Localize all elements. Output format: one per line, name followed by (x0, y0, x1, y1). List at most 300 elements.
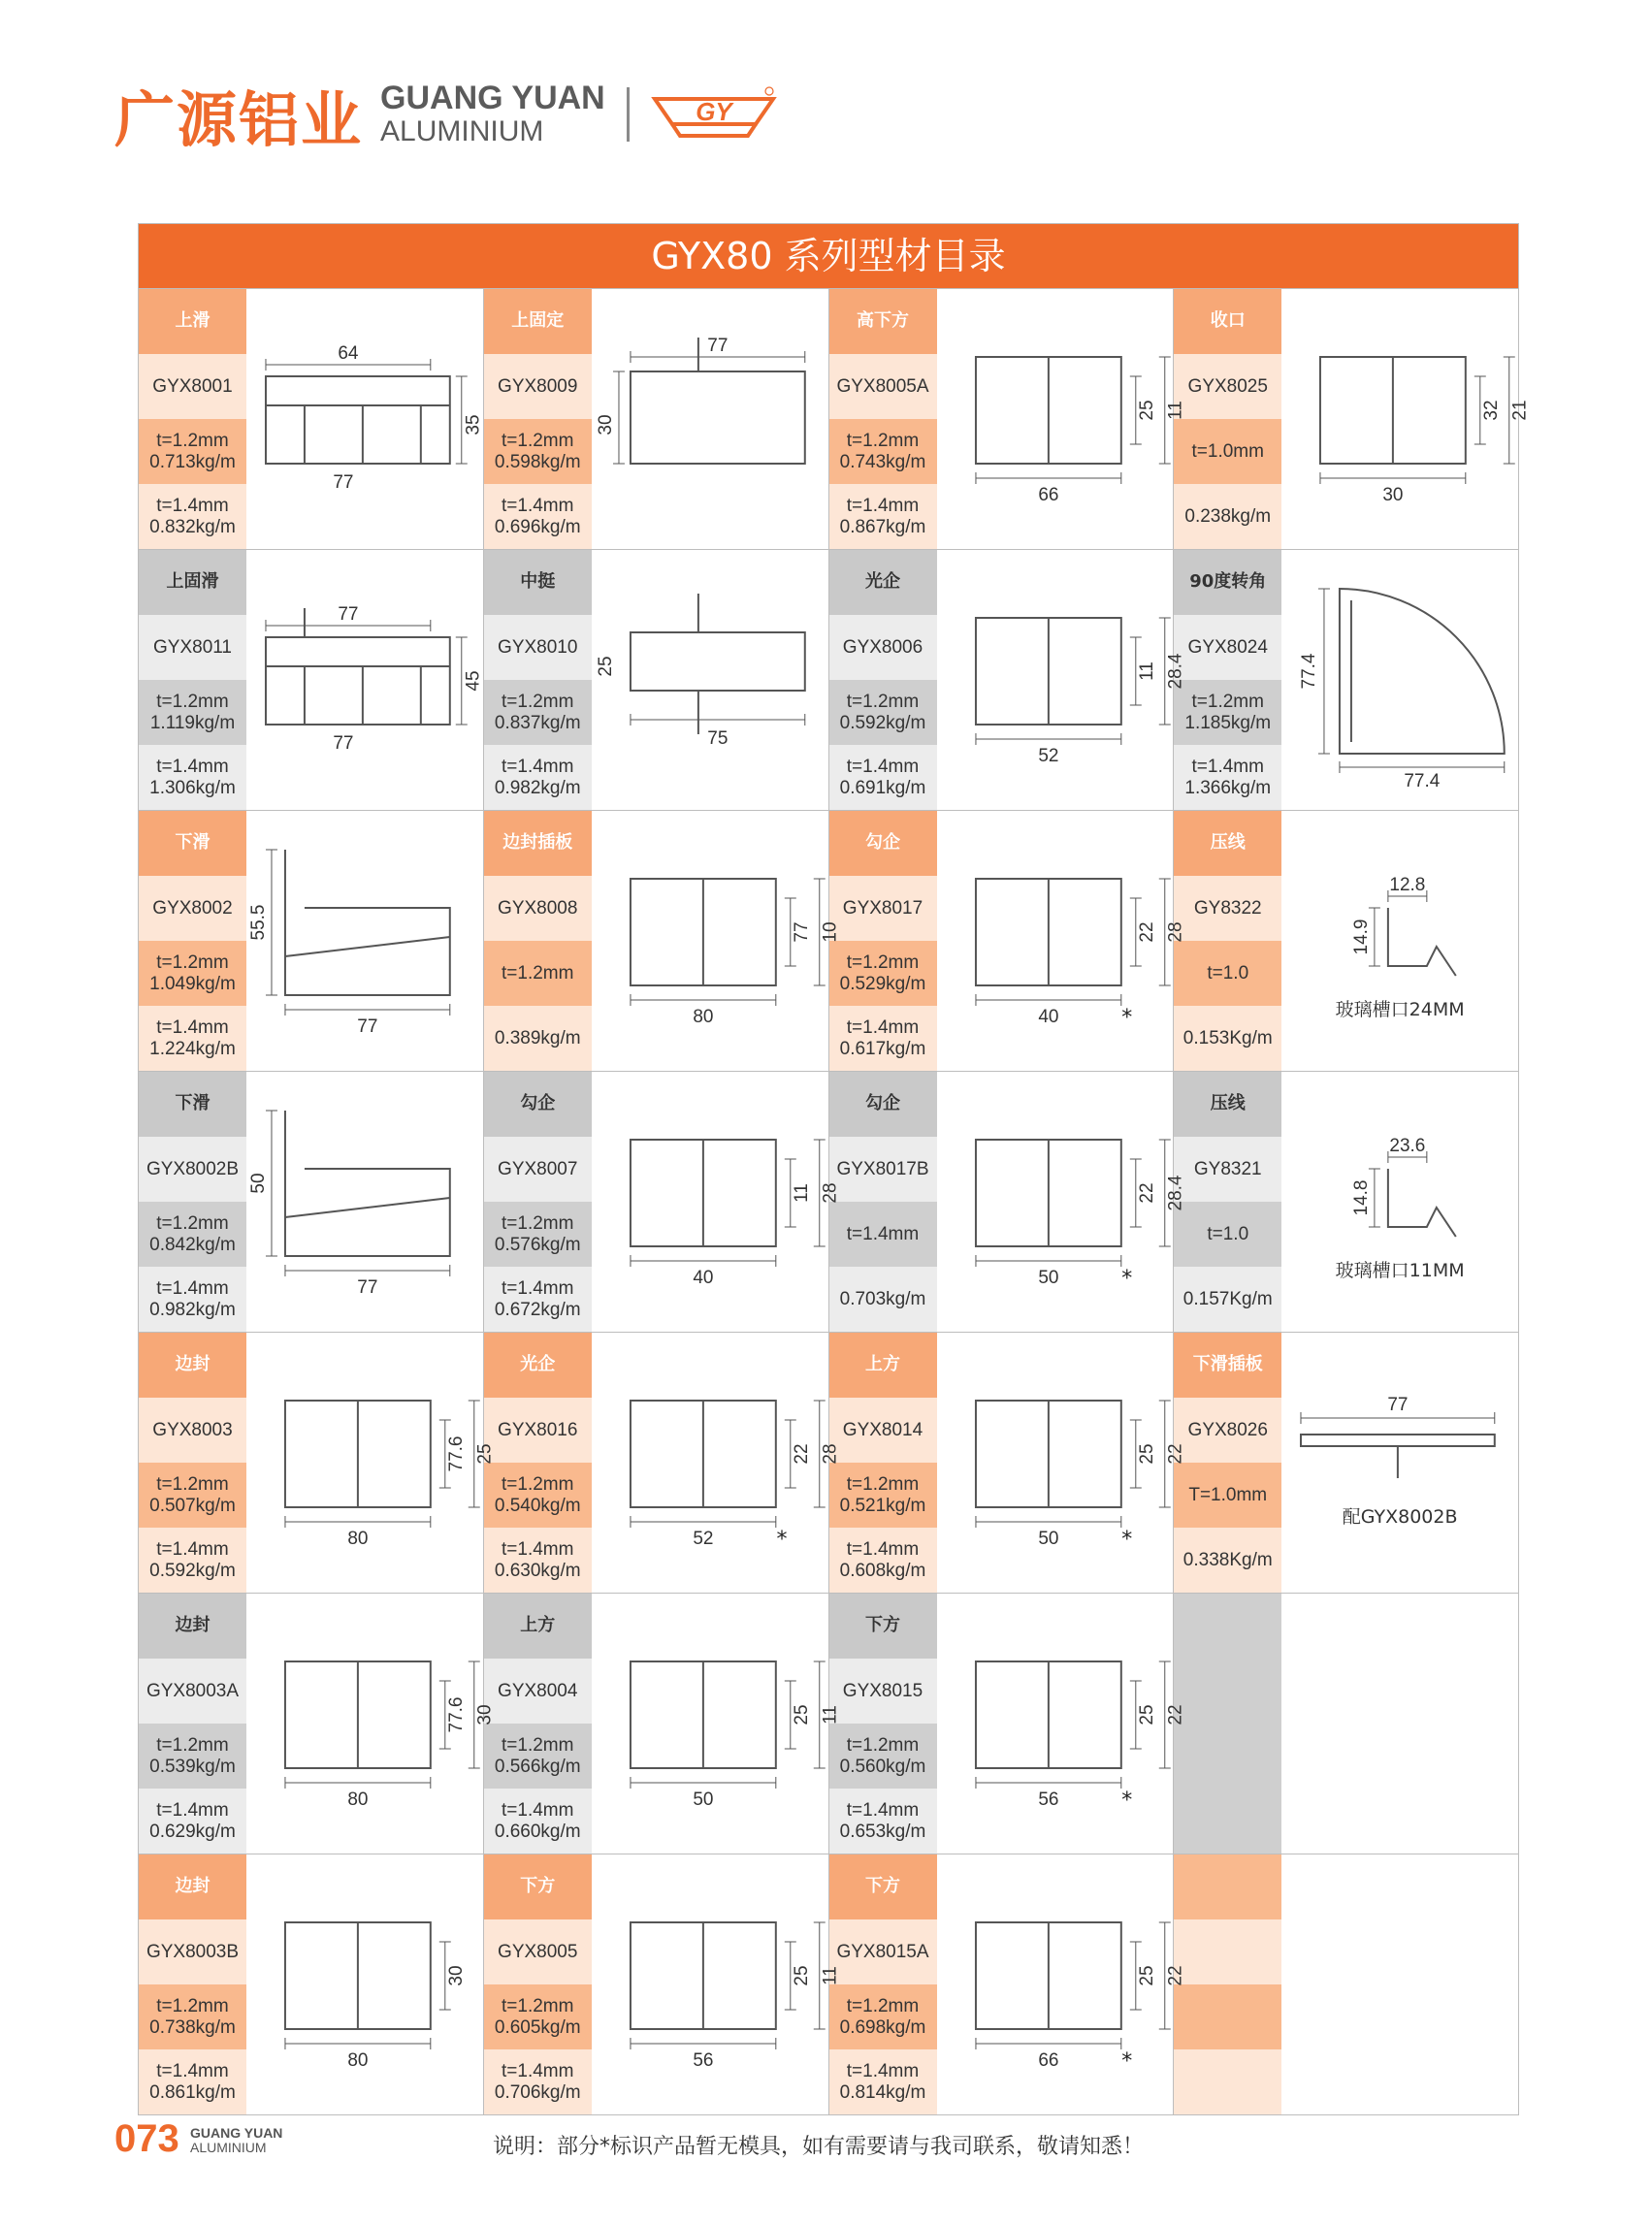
brand-name-cn: 广源铝业 (114, 83, 364, 155)
label-column (484, 1594, 592, 1854)
dimension-label: 50 (247, 1173, 269, 1194)
dimension-label: 22 (1165, 1704, 1186, 1725)
profile-code: GYX8003A (139, 1659, 246, 1724)
profile-cell (1173, 1072, 1518, 1332)
drawing-area (1281, 811, 1518, 1071)
profile-cell (139, 289, 483, 549)
label-column (1174, 550, 1281, 810)
profile-name: 下方 (829, 1854, 937, 1919)
dimension-label: 30 (595, 414, 616, 435)
dimension-label: 50 (1037, 1267, 1058, 1289)
profile-drawing (937, 289, 1186, 549)
profile-spec-2: t=1.4mm 0.861kg/m (139, 2049, 246, 2114)
drawing-area (246, 1854, 483, 2114)
profile-spec-1: t=1.2mm 1.119kg/m (139, 680, 246, 745)
profile-code: GYX8011 (139, 615, 246, 680)
dimension-label: 25 (791, 1965, 812, 1986)
dimension-label: 11 (791, 1183, 812, 1203)
dimension-label: 45 (463, 670, 484, 692)
catalog-row (139, 1593, 1518, 1854)
drawing-area (937, 1072, 1186, 1332)
drawing-area (246, 550, 483, 810)
dimension-label: 77 (357, 1016, 378, 1038)
label-column (484, 289, 592, 549)
profile-code: GYX8016 (484, 1398, 592, 1463)
profile-note: 配GYX8002B (1342, 1506, 1458, 1528)
label-column (484, 1333, 592, 1593)
label-column (139, 289, 246, 549)
profile-spec-1: t=1.2mm 0.738kg/m (139, 1984, 246, 2049)
profile-spec-1: t=1.0 (1174, 941, 1281, 1006)
profile-code: GYX8010 (484, 615, 592, 680)
profile-cell (483, 289, 828, 549)
dimension-label: 50 (693, 1789, 714, 1811)
dimension-label: 25 (1136, 400, 1157, 421)
dimension-label: 25 (1136, 1704, 1157, 1725)
dimension-label: 77 (707, 335, 729, 357)
dimension-label: 22 (1136, 1182, 1157, 1204)
profile-cell (1173, 1594, 1518, 1854)
profile-drawing (937, 1594, 1186, 1854)
profile-code: GYX8007 (484, 1137, 592, 1202)
profile-cell (139, 1072, 483, 1332)
dimension-label: 11 (1165, 401, 1186, 420)
dimension-label: 23.6 (1389, 1135, 1426, 1157)
catalog-row (139, 810, 1518, 1071)
profile-cell (483, 811, 841, 1071)
profile-spec-2: 0.153Kg/m (1174, 1006, 1281, 1071)
dimension-label: 25 (474, 1443, 496, 1465)
dimension-label: 77.6 (445, 1696, 467, 1733)
profile-spec-1: t=1.2mm 0.576kg/m (484, 1202, 592, 1267)
profile-spec-1: t=1.0mm (1174, 419, 1281, 484)
profile-code: GYX8017B (829, 1137, 937, 1202)
profile-drawing (246, 289, 483, 549)
dimension-label: 77 (338, 603, 359, 626)
dimension-label: 52 (1037, 745, 1058, 767)
profile-spec-1: t=1.2mm 0.837kg/m (484, 680, 592, 745)
drawing-area (937, 289, 1186, 549)
profile-drawing (246, 811, 483, 1071)
profile-spec-1: t=1.2mm 0.560kg/m (829, 1724, 937, 1789)
dimension-label: 77.4 (1299, 653, 1320, 690)
empty-drawing-area (1281, 1854, 1518, 2114)
brand-en-line2: ALUMINIUM (380, 115, 544, 148)
profile-code: GYX8024 (1174, 615, 1281, 680)
profile-code: GYX8017 (829, 876, 937, 941)
profile-cell (828, 1333, 1186, 1593)
empty-label-column (1174, 1854, 1281, 2114)
label-column (139, 1854, 246, 2114)
profile-spec-2: t=1.4mm 0.691kg/m (829, 745, 937, 810)
profile-name: 勾企 (829, 811, 937, 876)
dimension-label: 80 (693, 1006, 714, 1028)
profile-drawing (246, 1072, 483, 1332)
label-column (484, 550, 592, 810)
profile-code: GYX8003 (139, 1398, 246, 1463)
profile-drawing (937, 1072, 1186, 1332)
profile-name: 边封 (139, 1854, 246, 1919)
label-column (1174, 811, 1281, 1071)
profile-spec-1: t=1.4mm (829, 1202, 937, 1267)
dimension-label: 40 (693, 1267, 714, 1289)
profile-spec-2: t=1.4mm 0.832kg/m (139, 484, 246, 549)
dimension-label: 14.9 (1351, 919, 1373, 955)
label-column (484, 1854, 592, 2114)
label-column (829, 1072, 937, 1332)
drawing-area (592, 1854, 841, 2114)
profile-name: 光企 (484, 1333, 592, 1398)
drawing-area (246, 289, 483, 549)
profile-spec-1: t=1.2mm 1.049kg/m (139, 941, 246, 1006)
catalog-row (139, 1332, 1518, 1593)
profile-cell (828, 289, 1186, 549)
label-column (139, 1333, 246, 1593)
profile-spec-1: t=1.0 (1174, 1202, 1281, 1267)
brand-en-line1: GUANG YUAN (380, 80, 605, 117)
dimension-label: 66 (1037, 2049, 1058, 2072)
dimension-label: 64 (338, 342, 359, 365)
profile-spec-2: t=1.4mm 1.306kg/m (139, 745, 246, 810)
profile-drawing (937, 1854, 1186, 2114)
dimension-label: 22 (1136, 921, 1157, 943)
profile-spec-2: t=1.4mm 0.629kg/m (139, 1789, 246, 1854)
profile-drawing (1281, 811, 1518, 1071)
no-mold-star: * (1121, 1789, 1133, 1813)
profile-spec-2: 0.389kg/m (484, 1006, 592, 1071)
profile-code: GYX8008 (484, 876, 592, 941)
page-number: 073 (114, 2117, 179, 2160)
profile-name: 90度转角 (1174, 550, 1281, 615)
profile-code: GYX8025 (1174, 354, 1281, 419)
profile-spec-1: T=1.0mm (1174, 1463, 1281, 1528)
profile-code: GYX8003B (139, 1919, 246, 1984)
drawing-area (592, 1333, 841, 1593)
drawing-area (246, 1333, 496, 1593)
profile-code: GYX8004 (484, 1659, 592, 1724)
profile-name: 上方 (829, 1333, 937, 1398)
dimension-label: 28.4 (1165, 653, 1186, 690)
drawing-area (937, 550, 1186, 810)
profile-cell (483, 1072, 841, 1332)
dimension-label: 77 (357, 1276, 378, 1299)
profile-name: 上固定 (484, 289, 592, 354)
profile-name: 光企 (829, 550, 937, 615)
dimension-label: 28 (1165, 921, 1186, 943)
profile-spec-2: t=1.4mm 0.696kg/m (484, 484, 592, 549)
profile-code: GYX8005A (829, 354, 937, 419)
drawing-area (1281, 1072, 1518, 1332)
label-column (484, 811, 592, 1071)
profile-cell (1173, 811, 1518, 1071)
dimension-label: 77 (1387, 1394, 1409, 1416)
profile-name: 边封 (139, 1333, 246, 1398)
dimension-label: 77 (333, 471, 354, 494)
dimension-label: 56 (693, 2049, 714, 2072)
label-column (829, 289, 937, 549)
catalog-grid (139, 288, 1531, 2114)
profile-spec-2: t=1.4mm 0.982kg/m (484, 745, 592, 810)
profile-spec-2: t=1.4mm 0.592kg/m (139, 1528, 246, 1593)
profile-spec-1: t=1.2mm 0.566kg/m (484, 1724, 592, 1789)
profile-code: GYX8015A (829, 1919, 937, 1984)
dimension-label: 28 (820, 1182, 841, 1204)
dimension-label: 14.8 (1351, 1179, 1373, 1216)
dimension-label: 28 (820, 1443, 841, 1465)
footer-brand-line2: ALUMINIUM (190, 2140, 267, 2156)
brand-header (114, 76, 777, 153)
dimension-label: 11 (820, 1966, 841, 1985)
profile-drawing (937, 550, 1186, 810)
drawing-area (937, 1854, 1186, 2114)
no-mold-star: * (1121, 1528, 1133, 1552)
profile-spec-1: t=1.2mm 0.598kg/m (484, 419, 592, 484)
profile-drawing (592, 289, 828, 549)
label-column (139, 1594, 246, 1854)
profile-code: GYX8014 (829, 1398, 937, 1463)
catalog-row (139, 549, 1518, 810)
profile-name: 上固滑 (139, 550, 246, 615)
logo-lettering: GY (695, 97, 732, 126)
dimension-label: 11 (1136, 661, 1157, 681)
profile-cell (828, 550, 1186, 810)
brand-divider (627, 87, 630, 142)
drawing-area (592, 550, 828, 810)
dimension-label: 66 (1037, 484, 1058, 506)
dimension-label: 25 (1136, 1443, 1157, 1465)
dimension-label: 80 (347, 1789, 369, 1811)
profile-cell (828, 1854, 1186, 2114)
brand-name-en (380, 81, 605, 146)
dimension-label: 25 (1136, 1965, 1157, 1986)
no-mold-star: * (776, 1528, 788, 1552)
profile-drawing (1281, 1072, 1518, 1332)
profile-name: 下滑 (139, 1072, 246, 1137)
profile-code: GYX8026 (1174, 1398, 1281, 1463)
dimension-label: 25 (791, 1704, 812, 1725)
dimension-label: 12.8 (1389, 874, 1426, 896)
profile-spec-2: 0.338Kg/m (1174, 1528, 1281, 1593)
label-column (829, 811, 937, 1071)
empty-drawing-area (1281, 1594, 1518, 1854)
profile-code: GYX8006 (829, 615, 937, 680)
dimension-label: 30 (445, 1965, 467, 1986)
label-column (139, 1072, 246, 1332)
drawing-area (937, 1333, 1186, 1593)
brand-logo-icon (651, 85, 777, 144)
profile-cell (1173, 1333, 1518, 1593)
profile-drawing (1281, 1333, 1518, 1593)
drawing-area (246, 811, 483, 1071)
profile-code: GY8321 (1174, 1137, 1281, 1202)
profile-cell (483, 1854, 841, 2114)
profile-code: GYX8009 (484, 354, 592, 419)
profile-name: 勾企 (829, 1072, 937, 1137)
profile-cell (139, 1594, 496, 1854)
profile-drawing (592, 811, 841, 1071)
drawing-area (592, 1072, 841, 1332)
profile-name: 压线 (1174, 1072, 1281, 1137)
no-mold-star: * (1121, 1006, 1133, 1030)
profile-name: 下方 (829, 1594, 937, 1659)
profile-spec-2: t=1.4mm 0.706kg/m (484, 2049, 592, 2114)
catalog-row (139, 288, 1531, 549)
profile-spec-1: t=1.2mm 0.605kg/m (484, 1984, 592, 2049)
no-mold-star: * (1121, 2049, 1133, 2074)
profile-name: 下滑插板 (1174, 1333, 1281, 1398)
dimension-label: 77 (333, 732, 354, 755)
dimension-label: 11 (820, 1705, 841, 1725)
profile-spec-1: t=1.2mm 0.540kg/m (484, 1463, 592, 1528)
label-column (139, 811, 246, 1071)
profile-drawing (592, 1072, 841, 1332)
dimension-label: 80 (347, 1528, 369, 1550)
profile-spec-1: t=1.2mm 1.185kg/m (1174, 680, 1281, 745)
dimension-label: 55.5 (247, 904, 269, 941)
dimension-label: 77 (791, 921, 812, 943)
profile-spec-2: t=1.4mm 1.224kg/m (139, 1006, 246, 1071)
profile-name: 下方 (484, 1854, 592, 1919)
dimension-label: 25 (595, 656, 616, 677)
label-column (829, 550, 937, 810)
drawing-area (246, 1072, 483, 1332)
label-column (1174, 1333, 1281, 1593)
profile-cell (828, 811, 1186, 1071)
profile-code: GYX8001 (139, 354, 246, 419)
drawing-area (592, 289, 828, 549)
drawing-area (592, 811, 841, 1071)
profile-spec-2: t=1.4mm 0.608kg/m (829, 1528, 937, 1593)
dimension-label: 50 (1037, 1528, 1058, 1550)
profile-drawing (937, 1333, 1186, 1593)
dimension-label: 22 (1165, 1965, 1186, 1986)
label-column (829, 1594, 937, 1854)
profile-spec-2: t=1.4mm 0.982kg/m (139, 1267, 246, 1332)
drawing-area (1281, 1333, 1518, 1593)
profile-spec-1: t=1.2mm 0.698kg/m (829, 1984, 937, 2049)
empty-label-column (1174, 1594, 1281, 1854)
dimension-label: 22 (791, 1443, 812, 1465)
label-column (829, 1333, 937, 1593)
profile-name: 上滑 (139, 289, 246, 354)
profile-spec-2: 0.703kg/m (829, 1267, 937, 1332)
label-column (1174, 289, 1281, 549)
profile-spec-1: t=1.2mm (484, 941, 592, 1006)
profile-spec-2: t=1.4mm 0.660kg/m (484, 1789, 592, 1854)
label-column (1174, 1072, 1281, 1332)
dimension-label: 77.4 (1404, 770, 1441, 792)
dimension-label: 30 (474, 1704, 496, 1725)
profile-name: 勾企 (484, 1072, 592, 1137)
profile-catalog-table (138, 223, 1531, 2115)
profile-name: 收口 (1174, 289, 1281, 354)
profile-spec-1: t=1.2mm 0.521kg/m (829, 1463, 937, 1528)
dimension-label: 22 (1165, 1443, 1186, 1465)
profile-cell (139, 1333, 496, 1593)
profile-spec-2: 0.238kg/m (1174, 484, 1281, 549)
profile-name: 高下方 (829, 289, 937, 354)
drawing-area (937, 1594, 1186, 1854)
profile-spec-2: t=1.4mm 0.630kg/m (484, 1528, 592, 1593)
profile-cell (828, 1072, 1186, 1332)
footer-note: 说明：部分*标识产品暂无模具，如有需要请与我司联系，敬请知悉！ (493, 2135, 1145, 2159)
profile-cell (139, 550, 483, 810)
dimension-label: 40 (1037, 1006, 1058, 1028)
drawing-area (592, 1594, 841, 1854)
dimension-label: 10 (820, 921, 841, 943)
drawing-area (1281, 550, 1518, 810)
catalog-row (139, 1071, 1518, 1332)
profile-code: GYX8005 (484, 1919, 592, 1984)
drawing-area (246, 1594, 496, 1854)
label-column (484, 1072, 592, 1332)
profile-cell (1173, 289, 1531, 549)
profile-spec-1: t=1.2mm 0.713kg/m (139, 419, 246, 484)
profile-cell (1173, 550, 1518, 810)
profile-cell (1173, 1854, 1518, 2114)
profile-drawing (1281, 550, 1518, 810)
profile-drawing (592, 1854, 841, 2114)
profile-cell (483, 550, 828, 810)
profile-spec-1: t=1.2mm 0.529kg/m (829, 941, 937, 1006)
profile-spec-1: t=1.2mm 0.507kg/m (139, 1463, 246, 1528)
no-mold-star: * (1121, 1267, 1133, 1291)
profile-name: 中挺 (484, 550, 592, 615)
dimension-label: 32 (1481, 400, 1503, 421)
profile-spec-2: t=1.4mm 1.366kg/m (1174, 745, 1281, 810)
profile-name: 边封 (139, 1594, 246, 1659)
profile-note: 玻璃槽口11MM (1335, 1260, 1465, 1281)
profile-drawing (592, 550, 828, 810)
label-column (139, 550, 246, 810)
profile-drawing (592, 1594, 841, 1854)
profile-name: 边封插板 (484, 811, 592, 876)
catalog-row (139, 1854, 1518, 2114)
profile-note: 玻璃槽口24MM (1335, 999, 1465, 1020)
profile-cell (828, 1594, 1186, 1854)
profile-spec-2: t=1.4mm 0.867kg/m (829, 484, 937, 549)
dimension-label: 56 (1037, 1789, 1058, 1811)
dimension-label: 75 (707, 727, 729, 750)
profile-spec-2: t=1.4mm 0.617kg/m (829, 1006, 937, 1071)
profile-spec-2: t=1.4mm 0.672kg/m (484, 1267, 592, 1332)
profile-code: GYX8015 (829, 1659, 937, 1724)
profile-code: GYX8002 (139, 876, 246, 941)
catalog-title: GYX80 系列型材目录 (139, 224, 1518, 288)
profile-code: GYX8002B (139, 1137, 246, 1202)
dimension-label: 35 (463, 414, 484, 435)
profile-drawing (937, 811, 1186, 1071)
profile-name: 上方 (484, 1594, 592, 1659)
profile-drawing (1281, 289, 1531, 549)
footer-brand (190, 2126, 282, 2156)
profile-drawing (246, 1854, 483, 2114)
profile-spec-1: t=1.2mm 0.842kg/m (139, 1202, 246, 1267)
profile-cell (139, 811, 483, 1071)
drawing-area (937, 811, 1186, 1071)
profile-spec-2: t=1.4mm 0.653kg/m (829, 1789, 937, 1854)
profile-drawing (592, 1333, 841, 1593)
profile-drawing (246, 1333, 496, 1593)
profile-cell (139, 1854, 483, 2114)
dimension-label: 77.6 (445, 1435, 467, 1472)
dimension-label: 21 (1510, 400, 1531, 421)
footer-brand-line1: GUANG YUAN (190, 2125, 283, 2141)
dimension-label: 52 (693, 1528, 714, 1550)
label-column (829, 1854, 937, 2114)
profile-spec-1: t=1.2mm 0.592kg/m (829, 680, 937, 745)
dimension-label: 30 (1382, 484, 1404, 506)
